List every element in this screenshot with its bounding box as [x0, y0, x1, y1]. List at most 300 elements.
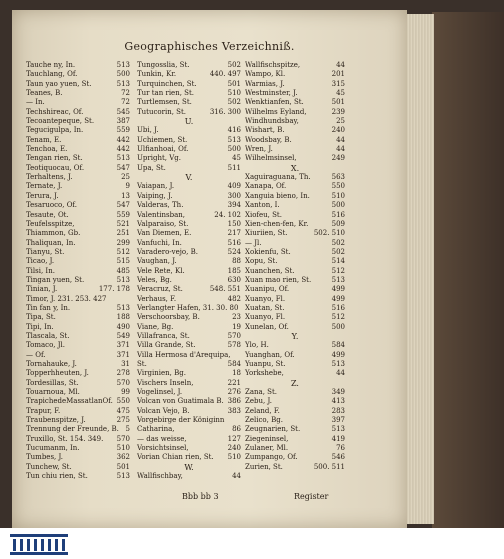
entry-name: Tutucorin, St.	[137, 107, 187, 116]
entry-name: V.	[185, 173, 193, 183]
entry-page-number: 177. 178	[98, 285, 130, 294]
index-entry	[245, 229, 345, 238]
section-letter	[245, 379, 345, 388]
entry-name: Zulaner, Ml.	[245, 444, 289, 453]
index-entry	[26, 117, 130, 126]
entry-page-number: 548. 551	[209, 285, 241, 294]
entry-name: Van Diemen, E.	[137, 229, 192, 238]
entry-page-number: 500. 511	[313, 462, 345, 471]
index-entry	[26, 463, 130, 472]
entry-page-number: 383	[227, 406, 241, 415]
index-entry	[245, 248, 345, 257]
entry-name: Verhaus, F.	[137, 294, 177, 303]
entry-page-number: 513	[331, 275, 345, 284]
index-entry	[245, 463, 345, 472]
entry-page-number: 88	[232, 257, 241, 266]
entry-page-number: 99	[121, 388, 130, 397]
index-entry	[137, 61, 241, 70]
viewer-footer-bar	[0, 528, 504, 559]
entry-name: Vischers Inseln,	[137, 378, 194, 387]
entry-page-number: 516	[331, 210, 345, 219]
entry-name: Touarnoua, Ml.	[26, 388, 80, 397]
index-entry	[245, 416, 345, 425]
entry-name: Wampo, Kl.	[245, 70, 286, 79]
index-entry	[26, 192, 130, 201]
entry-name: Teanes, B.	[26, 89, 63, 98]
entry-name: Xuatan, St.	[245, 303, 285, 312]
entry-name: Zurien, St.	[245, 462, 283, 471]
entry-page-number: 549	[116, 331, 130, 340]
entry-name: Xuanyo, Fl.	[245, 294, 286, 303]
entry-name: Wallfischbay,	[137, 472, 183, 481]
entry-name: Y.	[291, 331, 299, 341]
entry-name: Traubenspitze, J.	[26, 416, 86, 425]
index-entry	[137, 444, 241, 453]
entry-page-number: 76	[336, 444, 345, 453]
index-entry	[137, 388, 241, 397]
entry-name: Wallfischspitze,	[245, 61, 301, 69]
index-entry	[26, 332, 130, 341]
entry-name: Tenam, E.	[26, 135, 62, 144]
entry-name: Verlangter Hafen, 31. 30. 80	[137, 303, 239, 312]
index-entry	[245, 351, 345, 360]
entry-page-number: 45	[232, 154, 241, 163]
index-entry	[137, 453, 241, 462]
index-entry	[137, 341, 241, 350]
entry-name: Thiammon, Gb.	[26, 229, 81, 238]
entry-name: Zana, St.	[245, 388, 278, 397]
index-entry	[245, 276, 345, 285]
index-entry	[137, 267, 241, 276]
entry-page-number: 510	[331, 191, 345, 200]
entry-page-number: 485	[116, 266, 130, 275]
index-entry	[245, 425, 345, 434]
entry-page-number: 499	[331, 294, 345, 303]
entry-name: Tilsi, In.	[26, 266, 55, 275]
entry-name: Vele Rete, Kl.	[137, 266, 185, 275]
index-entry	[137, 472, 241, 481]
entry-name: Zeland, F.	[245, 406, 280, 415]
entry-name: Tipa, St.	[26, 313, 56, 322]
entry-name: Teotiquocau, Of.	[26, 163, 85, 172]
entry-name: Yorkshebe,	[245, 369, 284, 378]
index-entry	[137, 425, 241, 434]
entry-name: Valentinsban,	[137, 210, 186, 219]
index-entry	[26, 164, 130, 173]
entry-page-number: 511	[227, 163, 241, 172]
entry-page-number: 72	[121, 98, 130, 107]
entry-page-number: 499	[331, 350, 345, 359]
index-entry	[137, 295, 241, 304]
index-entry	[137, 323, 241, 332]
entry-name: Tingan yuen, St.	[26, 275, 85, 284]
entry-page-number: 546	[331, 453, 345, 462]
entry-name: Veracruz, St.	[137, 285, 183, 294]
entry-name: Villa Hermosa d'Arequipa,	[137, 350, 231, 359]
entry-page-number: 18	[232, 369, 241, 378]
index-entry	[137, 369, 241, 378]
index-entry	[26, 98, 130, 107]
index-entry	[26, 182, 130, 191]
index-entry	[26, 211, 130, 220]
entry-page-number: 419	[331, 434, 345, 443]
entry-page-number: 513	[227, 135, 241, 144]
entry-name: Tunkin, Kr.	[137, 70, 177, 79]
index-entry	[26, 126, 130, 135]
entry-page-number: 547	[116, 163, 130, 172]
index-entry	[245, 154, 345, 163]
entry-name: Vaiping, J.	[137, 191, 173, 200]
book-page	[12, 10, 407, 528]
entry-name: Vogelinsel, J.	[137, 388, 183, 397]
entry-name: Virginien, Bg.	[137, 369, 186, 378]
index-entry	[26, 220, 130, 229]
index-entry	[26, 416, 130, 425]
entry-page-number: 13	[121, 191, 130, 200]
entry-name: Xanapa, Of.	[245, 182, 287, 191]
entry-name: Trapur, F.	[26, 406, 61, 415]
section-letter	[137, 117, 241, 126]
entry-page-number: 440. 497	[209, 70, 241, 79]
entry-name: Xuanchen, St.	[245, 266, 295, 275]
entry-page-number: 563	[331, 173, 345, 182]
index-entry	[245, 201, 345, 210]
entry-page-number: 315	[331, 79, 345, 88]
entry-page-number: 513	[331, 360, 345, 368]
index-entry	[245, 61, 345, 70]
index-entry	[245, 435, 345, 444]
entry-name: Volcan Vejo, B.	[137, 406, 190, 415]
index-entry	[245, 453, 345, 462]
index-entry	[137, 351, 241, 360]
entry-name: Tianyu, St.	[26, 247, 65, 256]
entry-name: Warmias, J.	[245, 79, 285, 88]
entry-page-number: 547	[116, 201, 130, 210]
index-entry	[245, 397, 345, 406]
index-entry	[245, 323, 345, 332]
index-entry	[245, 313, 345, 322]
index-entry	[137, 304, 241, 313]
entry-page-number: 502. 510	[313, 229, 345, 238]
entry-name: Verschoorsbay, B.	[137, 313, 200, 322]
entry-page-number: 44	[336, 145, 345, 154]
entry-page-number: 299	[116, 238, 130, 247]
entry-name: Xuanipu, Of.	[245, 285, 290, 294]
index-entry	[137, 89, 241, 98]
entry-name: Tauche ny, In.	[26, 61, 76, 69]
entry-name: Viane, Bg.	[137, 322, 174, 331]
entry-page-number: 221	[227, 378, 241, 387]
entry-name: Zebu, J.	[245, 397, 272, 406]
index-entry	[245, 80, 345, 89]
signature-mark: Bbb bb 3	[182, 492, 219, 501]
index-entry	[245, 173, 345, 182]
entry-page-number: 276	[227, 388, 241, 397]
entry-page-number: 514	[331, 257, 345, 266]
entry-name: Tumbes, J.	[26, 453, 63, 462]
entry-name: Turquinchen, St.	[137, 79, 197, 88]
index-entry	[26, 276, 130, 285]
entry-name: Wenktianfen, St.	[245, 98, 304, 107]
entry-name: Ubi, J.	[137, 126, 159, 135]
entry-page-number: 512	[116, 247, 130, 256]
index-entry	[137, 257, 241, 266]
entry-page-number: 24. 102	[214, 210, 241, 219]
index-entry	[26, 173, 130, 182]
entry-name: Techshireac, Of.	[26, 107, 84, 116]
entry-name: TrapichedeMassatlanOf.	[26, 397, 113, 406]
entry-name: Thaliquan, In.	[26, 238, 76, 247]
entry-name: Tenchoa, E.	[26, 145, 68, 154]
page-edges	[404, 14, 434, 524]
entry-name: Upright, Vg.	[137, 154, 181, 163]
entry-page-number: 397	[331, 416, 345, 425]
index-entry	[26, 360, 130, 369]
entry-page-number: 512	[331, 313, 345, 322]
entry-page-number: 275	[116, 416, 130, 425]
entry-name: — das weisse,	[137, 434, 187, 443]
entry-page-number: 371	[116, 350, 130, 359]
index-entry	[137, 108, 241, 117]
entry-page-number: 513	[331, 425, 345, 434]
entry-page-number: 500	[331, 322, 345, 331]
entry-name: Valparaiso, St.	[137, 219, 189, 228]
index-entry	[26, 154, 130, 163]
entry-page-number: 550	[331, 182, 345, 191]
index-entry	[26, 313, 130, 322]
entry-name: Tin fan y, In.	[26, 303, 71, 312]
entry-name: Tunchew, St.	[26, 462, 72, 471]
entry-name: Ticao, J.	[26, 257, 55, 266]
index-entry	[245, 239, 345, 248]
entry-page-number	[238, 351, 241, 360]
entry-page-number: 25	[336, 117, 345, 126]
entry-name: Zumpango, Of.	[245, 453, 298, 462]
entry-name: Catharina,	[137, 425, 175, 434]
section-letter	[245, 164, 345, 173]
section-letter	[137, 463, 241, 472]
index-entry	[26, 351, 130, 360]
index-column-3	[245, 61, 345, 472]
entry-page-number: 630	[227, 275, 241, 284]
index-entry	[245, 444, 345, 453]
index-entry	[245, 98, 345, 107]
index-entry	[245, 70, 345, 79]
index-entry	[137, 211, 241, 220]
index-entry	[137, 192, 241, 201]
entry-page-number: 475	[116, 406, 130, 415]
entry-name: Wishart, B.	[245, 126, 285, 135]
entry-name: Taun yao yuen, St.	[26, 79, 92, 88]
entry-name: W.	[184, 462, 194, 472]
entry-page-number: 500	[227, 145, 241, 154]
index-entry	[137, 80, 241, 89]
entry-page-number: 23	[232, 313, 241, 322]
index-entry	[137, 239, 241, 248]
index-entry	[245, 220, 345, 229]
index-column-1	[26, 61, 130, 481]
entry-page-number: 502	[331, 238, 345, 247]
index-entry	[137, 126, 241, 135]
entry-name: Windhundsbay,	[245, 117, 299, 126]
index-entry	[26, 80, 130, 89]
catchword: Register	[294, 492, 329, 501]
entry-name: Ternate, J.	[26, 182, 63, 191]
entry-page-number: 510	[227, 453, 241, 462]
entry-page-number: 515	[116, 257, 130, 266]
index-entry	[26, 295, 130, 304]
entry-name: Ziegeninsel,	[245, 434, 289, 443]
entry-page-number: 512	[331, 266, 345, 275]
index-entry	[137, 201, 241, 210]
entry-name: Tegucigulpa, In.	[26, 126, 84, 135]
entry-page-number: 416	[227, 126, 241, 135]
entry-page-number: 44	[336, 369, 345, 378]
entry-page-number: 394	[227, 201, 241, 210]
entry-page-number: 362	[116, 453, 130, 462]
index-entry	[26, 388, 130, 397]
index-entry	[245, 257, 345, 266]
entry-name: Xokienfu, St.	[245, 247, 291, 256]
entry-page-number: 513	[116, 303, 130, 312]
entry-page-number: 502	[227, 61, 241, 69]
entry-page-number: 72	[121, 89, 130, 98]
entry-name: Veles, Bg.	[137, 275, 172, 284]
entry-name: Tomaco, Jl.	[26, 341, 66, 350]
section-letter	[245, 332, 345, 341]
library-logo-icon	[4, 531, 74, 557]
entry-name: Wilhelms Eyland,	[245, 107, 307, 116]
entry-name: Tun chiu rien, St.	[26, 472, 88, 481]
entry-name: Westminster, J.	[245, 89, 298, 98]
entry-name: Trennung der Freunde, B.	[26, 425, 119, 434]
entry-page-number: 86	[232, 425, 241, 434]
entry-page-number: 584	[227, 360, 241, 368]
index-entry	[137, 154, 241, 163]
entry-page-number: 5	[125, 425, 130, 434]
page-title: Geographisches Verzeichniß.	[124, 40, 295, 53]
index-entry	[245, 407, 345, 416]
index-entry	[137, 220, 241, 229]
entry-name: Vaughan, J.	[137, 257, 177, 266]
index-entry	[245, 192, 345, 201]
index-entry	[26, 108, 130, 117]
entry-name: St.	[137, 360, 147, 368]
entry-name: — In.	[26, 98, 45, 107]
entry-page-number: 442	[116, 145, 130, 154]
index-entry	[26, 229, 130, 238]
entry-page-number: 584	[331, 341, 345, 350]
entry-name: Tengan rien, St.	[26, 154, 83, 163]
index-entry	[26, 379, 130, 388]
index-entry	[137, 435, 241, 444]
index-entry	[245, 341, 345, 350]
entry-name: Tesaute, Ot.	[26, 210, 69, 219]
entry-page-number: 482	[227, 294, 241, 303]
entry-name: Teufelsspitze,	[26, 219, 75, 228]
entry-name: Villafranca, St.	[137, 331, 190, 340]
index-entry	[26, 257, 130, 266]
entry-name: Z.	[291, 378, 299, 388]
index-entry	[26, 136, 130, 145]
index-entry	[26, 267, 130, 276]
entry-name: Wilhelmsinsel,	[245, 154, 297, 163]
entry-name: Xopu, St.	[245, 257, 278, 266]
entry-page-number: 240	[227, 444, 241, 453]
entry-name: Tecoantepeque, St.	[26, 117, 95, 126]
index-entry	[245, 145, 345, 154]
entry-page-number	[127, 295, 130, 304]
entry-name: Xunelan, Of.	[245, 322, 289, 331]
index-entry	[245, 304, 345, 313]
index-entry	[137, 379, 241, 388]
entry-page-number: 521	[116, 219, 130, 228]
entry-name: Tipi, In.	[26, 322, 54, 331]
index-entry	[26, 61, 130, 70]
entry-page-number: 501	[227, 79, 241, 88]
entry-name: Wren, J.	[245, 145, 273, 154]
entry-name: Xanguia bieno, In.	[245, 191, 310, 200]
index-entry	[245, 108, 345, 117]
index-entry	[137, 164, 241, 173]
entry-page-number: 300	[227, 191, 241, 200]
entry-name: Tinian, J.	[26, 285, 58, 294]
index-entry	[26, 304, 130, 313]
entry-name: Upa, St.	[137, 163, 166, 172]
entry-name: Tucumanm, In.	[26, 444, 80, 453]
entry-name: Xien-chen-fen, Kr.	[245, 219, 309, 228]
index-entry	[245, 360, 345, 369]
entry-page-number: 185	[227, 266, 241, 275]
entry-page-number	[238, 304, 241, 313]
entry-name: Varadero-vejo, B.	[137, 247, 198, 256]
index-entry	[137, 229, 241, 238]
index-entry	[137, 285, 241, 294]
entry-page-number: 516	[227, 238, 241, 247]
entry-page-number: 349	[331, 388, 345, 397]
entry-page-number: 545	[116, 107, 130, 116]
index-entry	[26, 341, 130, 350]
index-entry	[137, 145, 241, 154]
entry-page-number: 570	[116, 434, 130, 443]
entry-name: Xuan mao rien, St.	[245, 275, 312, 284]
entry-name: Tesaruoco, Of.	[26, 201, 77, 210]
book-cover	[432, 12, 504, 528]
entry-name: Yuanpu, St.	[245, 360, 286, 368]
index-entry	[137, 70, 241, 79]
entry-page-number: 501	[331, 98, 345, 107]
index-entry	[26, 435, 130, 444]
index-entry	[26, 472, 130, 481]
index-entry	[137, 248, 241, 257]
entry-page-number: 524	[227, 247, 241, 256]
entry-name: Yuanghan, Of.	[245, 350, 295, 359]
index-entry	[26, 369, 130, 378]
index-entry	[137, 397, 241, 406]
entry-name: Tornahauke, J.	[26, 360, 77, 368]
index-entry	[137, 98, 241, 107]
entry-name: Xuanyo, Fl.	[245, 313, 286, 322]
entry-page-number: 500	[116, 70, 130, 79]
entry-name: Valderas, Th.	[137, 201, 184, 210]
index-entry	[26, 425, 130, 434]
entry-page-number: 19	[232, 322, 241, 331]
entry-page-number: 283	[331, 406, 345, 415]
entry-page-number: 510	[227, 89, 241, 98]
entry-page-number: 278	[116, 369, 130, 378]
index-entry	[245, 369, 345, 378]
entry-name: Truxillo, St. 154. 349.	[26, 434, 104, 443]
